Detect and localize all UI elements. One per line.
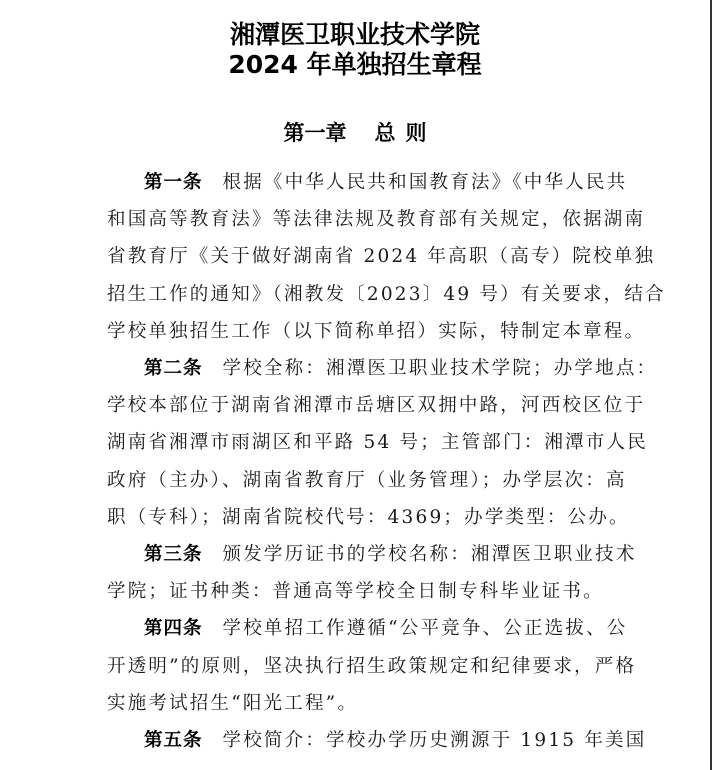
article-line: 和国高等教育法》等法律法规及教育部有关规定，依据湖南 (107, 209, 646, 231)
article-line: 招生工作的通知》（湘教发〔2023〕49 号）有关要求，结合 (107, 283, 666, 305)
article-3 (107, 536, 637, 610)
article-label: 第一条 (144, 172, 203, 193)
document-title-line2: 2024 年单独招生章程 (228, 50, 482, 79)
article-line: 实施考试招生“阳光工程”。 (107, 692, 359, 714)
article-4 (107, 610, 637, 722)
article-line: 政府（主办）、湖南省教育厅（业务管理）；办学层次：高 (107, 469, 627, 491)
article-line: 第二条 学校全称：湘潭医卫职业技术学院；办学地点： (144, 358, 658, 380)
article-label: 第三条 (144, 544, 203, 566)
chapter-heading (0, 118, 710, 148)
article-line: 学院；证书种类：普通高等学校全日制专科毕业证书。 (107, 581, 604, 603)
article-line: 学校单独招生工作（以下简称单招）实际，特制定本章程。 (107, 320, 646, 342)
article-label: 第五条 (144, 730, 203, 752)
chapter-name-part1: 总 (374, 121, 396, 145)
article-line: 职（专科）；湖南省院校代号：4369；办学类型：公办。 (107, 506, 630, 528)
article-label: 第四条 (144, 618, 203, 640)
article-1 (107, 164, 666, 350)
document-body (107, 164, 666, 759)
chapter-name-part2: 则 (405, 121, 427, 145)
document-title-line1: 湘潭医卫职业技术学院 (229, 20, 480, 49)
article-line: 第四条 学校单招工作遵循“公平竞争、公正选拔、公 (144, 618, 628, 640)
article-label: 第二条 (144, 358, 203, 380)
article-line: 第五条 学校简介：学校办学历史溯源于 1915 年美国 (144, 730, 647, 752)
article-line: 学校本部位于湖南省湘潭市岳塘区双拥中路，河西校区位于 (107, 395, 646, 417)
article-line: 省教育厅《关于做好湖南省 2024 年高职（高专）院校单独 (107, 246, 656, 268)
article-line: 开透明”的原则，坚决执行招生政策规定和纪律要求，严格 (107, 655, 637, 677)
chapter-number: 第一章 (283, 121, 347, 145)
article-line: 第一条 根据《中华人民共和国教育法》《中华人民共 (144, 172, 628, 193)
article-line: 第三条 颁发学历证书的学校名称：湘潭医卫职业技术 (144, 544, 637, 566)
article-2 (107, 350, 658, 536)
article-5 (107, 722, 647, 759)
article-line: 湖南省湘潭市雨湖区和平路 54 号；主管部门：湘潭市人民 (107, 432, 648, 454)
